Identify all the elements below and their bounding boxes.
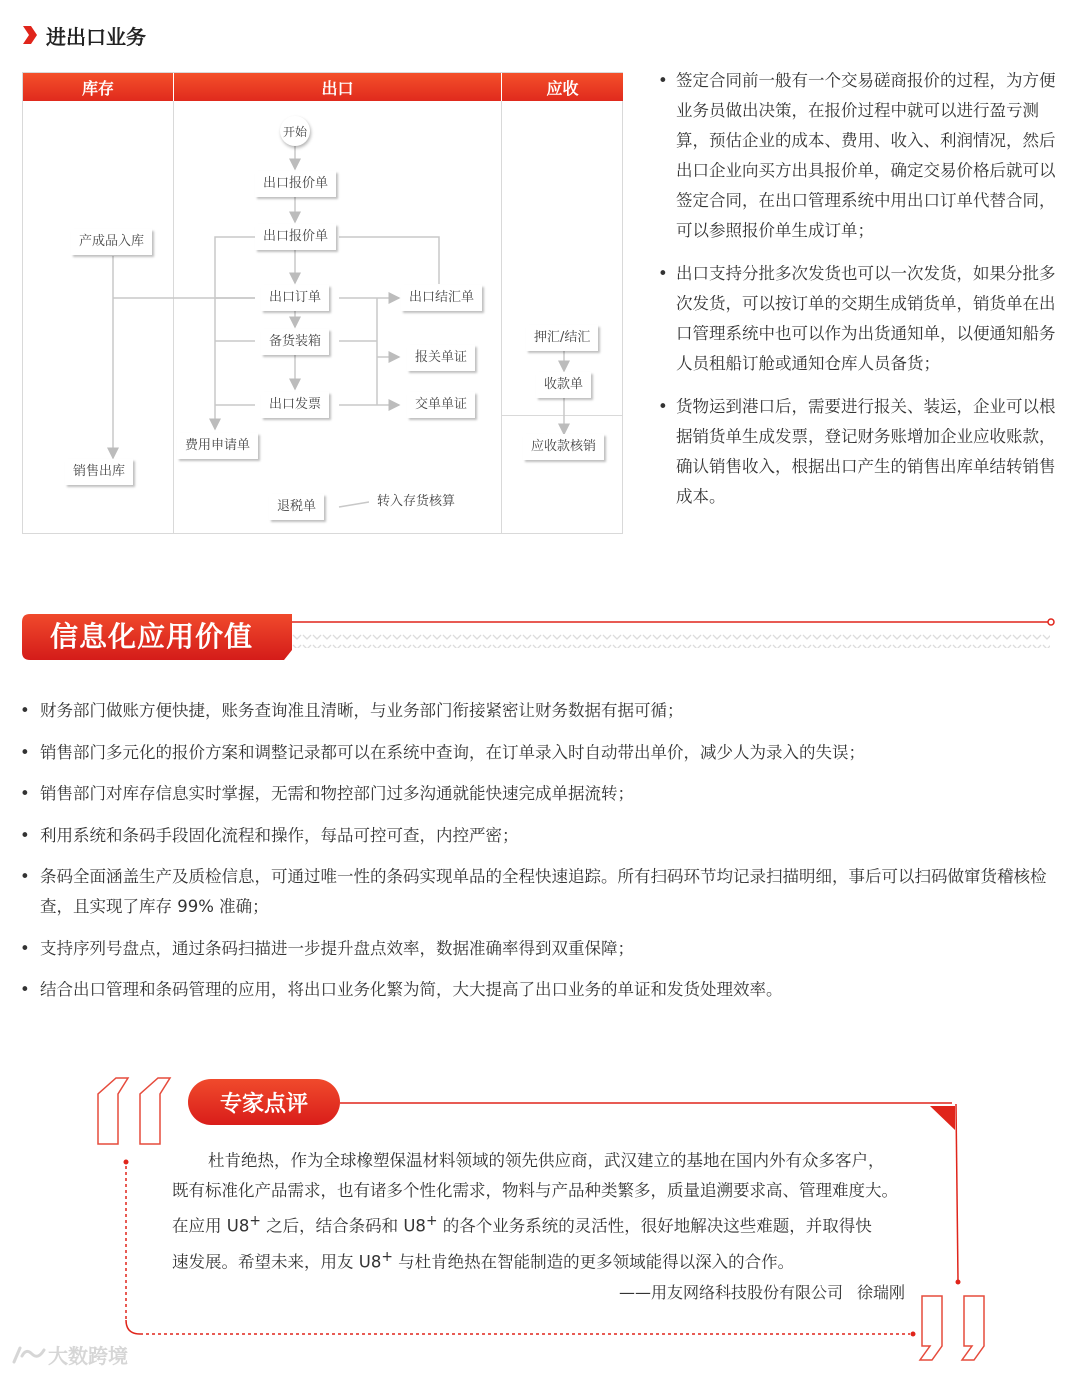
bullet-icon: • — [20, 784, 30, 803]
chevron-right-icon — [20, 24, 38, 46]
flow-node-tax-refund: 退税单 — [269, 494, 324, 520]
value-list — [20, 696, 1060, 1017]
flow-node-receipt: 收款单 — [536, 372, 591, 398]
close-quote-icon — [920, 1296, 984, 1360]
expert-line: 既有标准化产品需求，也有诸多个性化需求，物料与产品种类繁多，质量追溯要求高、管理难度大。 — [172, 1181, 898, 1200]
signature-org: ——用友网络科技股份有限公司 — [618, 1283, 843, 1302]
list-item: • 条码全面涵盖生产及质检信息，可通过唯一性的条码实现单品的全程快速追踪。所有扫码环节均记录扫描明细，事后可以扫码做窜货稽核检查，且实现了库存 99% 准确； — [20, 862, 1060, 922]
flow-node-receivable-writeoff: 应收款核销 — [523, 434, 604, 460]
list-item: • 支持序列号盘点，通过条码扫描进一步提升盘点效率，数据准确率得到双重保障； — [20, 934, 1060, 964]
watermark: 大数跨境 — [10, 1340, 128, 1369]
bullet-icon: • — [20, 701, 30, 720]
signature-name: 徐瑞刚 — [856, 1283, 905, 1302]
flow-node-negotiate: 押汇/结汇 — [526, 325, 598, 351]
expert-review-text — [172, 1146, 912, 1277]
bullet-icon: • — [20, 867, 30, 886]
column-header-receivable: 应收 — [502, 73, 623, 101]
export-flowchart — [22, 72, 623, 534]
bullet-icon: • — [658, 397, 668, 416]
flow-node-stock-out: 销售出库 — [65, 459, 133, 485]
list-item: • 货物运到港口后，需要进行报关、装运，企业可以根据销货单生成发票，登记财务账增加企业应收账款，确认销售收入，根据出口产生的销售出库单结转销售成本。 — [658, 392, 1058, 512]
bullet-icon: • — [20, 742, 30, 762]
flow-node-transfer-inventory: 转入存货核算 — [369, 489, 463, 515]
flow-node-customs-docs: 报关单证 — [407, 345, 475, 371]
flow-node-settlement: 出口结汇单 — [401, 285, 482, 311]
expert-review-title: 专家点评 — [188, 1079, 340, 1125]
column-header-export: 出口 — [174, 73, 501, 101]
list-item: • 财务部门做账方便快捷，账务查询准且清晰，与业务部门衔接紧密让财务数据有据可循； — [20, 696, 1060, 726]
section-title: 进出口业务 — [46, 24, 146, 49]
open-quote-icon — [98, 1078, 170, 1144]
column-header-inventory: 库存 — [23, 73, 173, 101]
watermark-logo-icon — [10, 1344, 48, 1366]
bullet-icon: • — [658, 71, 668, 90]
flow-node-quote: 出口报价单 — [255, 171, 336, 197]
list-item: • 销售部门对库存信息实时掌握，无需和物控部门过多沟通就能快速完成单据流转； — [20, 779, 1060, 809]
bullet-icon: • — [20, 825, 30, 845]
bullet-icon: • — [20, 980, 30, 999]
expert-line: 杜肯绝热，作为全球橡塑保温材料领域的领先供应商，武汉建立的基地在国内外有众多客户， — [208, 1151, 885, 1170]
expert-line: 速发展。希望未来，用友 U8+ 与杜肯绝热在智能制造的更多领域能得以深入的合作。 — [172, 1248, 795, 1271]
list-item: • 利用系统和条码手段固化流程和操作，每品可控可查，内控严密； — [20, 821, 1060, 851]
flow-node-stock-in: 产成品入库 — [71, 229, 152, 255]
flow-node-submit-docs: 交单单证 — [407, 392, 475, 418]
flow-node-prepare-packing: 备货装箱 — [261, 329, 329, 355]
expert-signature — [560, 1280, 905, 1303]
export-description-list — [658, 66, 1058, 525]
flow-node-quote-2: 出口报价单 — [255, 224, 336, 250]
list-item: • 出口支持分批多次发货也可以一次发货，如果分批多次发货，可以按订单的交期生成销货单，销货单在出口管理系统中也可以作为出货通知单，以便通知船务人员租船订舱或通知仓库人员备货； — [658, 259, 1058, 379]
flow-node-export-invoice: 出口发票 — [261, 392, 329, 418]
expert-line: 在应用 U8+ 之后，结合条码和 U8+ 的各个业务系统的灵活性，很好地解决这些难题，并取得快 — [172, 1213, 872, 1236]
list-item: • 结合出口管理和条码管理的应用，将出口业务化繁为简，大大提高了出口业务的单证和发货处理效率。 — [20, 975, 1060, 1005]
list-item: • 销售部门多元化的报价方案和调整记录都可以在系统中查询，在订单录入时自动带出单价，减少人为录入的失误； — [20, 738, 1060, 768]
bullet-icon: • — [658, 264, 668, 283]
flow-start: 开始 — [280, 116, 310, 146]
bullet-icon: • — [20, 938, 30, 958]
flow-node-export-order: 出口订单 — [261, 285, 329, 311]
value-banner-title: 信息化应用价值 — [50, 620, 254, 653]
section-header — [20, 20, 146, 50]
flow-node-expense-request: 费用申请单 — [177, 433, 258, 459]
list-item: • 签定合同前一般有一个交易磋商报价的过程，为方便业务员做出决策，在报价过程中就可以进行盈亏测算，预估企业的成本、费用、收入、利润情况，然后出口企业向买方出具报价单，确定交易价格后就可以签定合同，在出口管理系统中用出口订单代替合同，可以参照报价单生成订单； — [658, 66, 1058, 246]
